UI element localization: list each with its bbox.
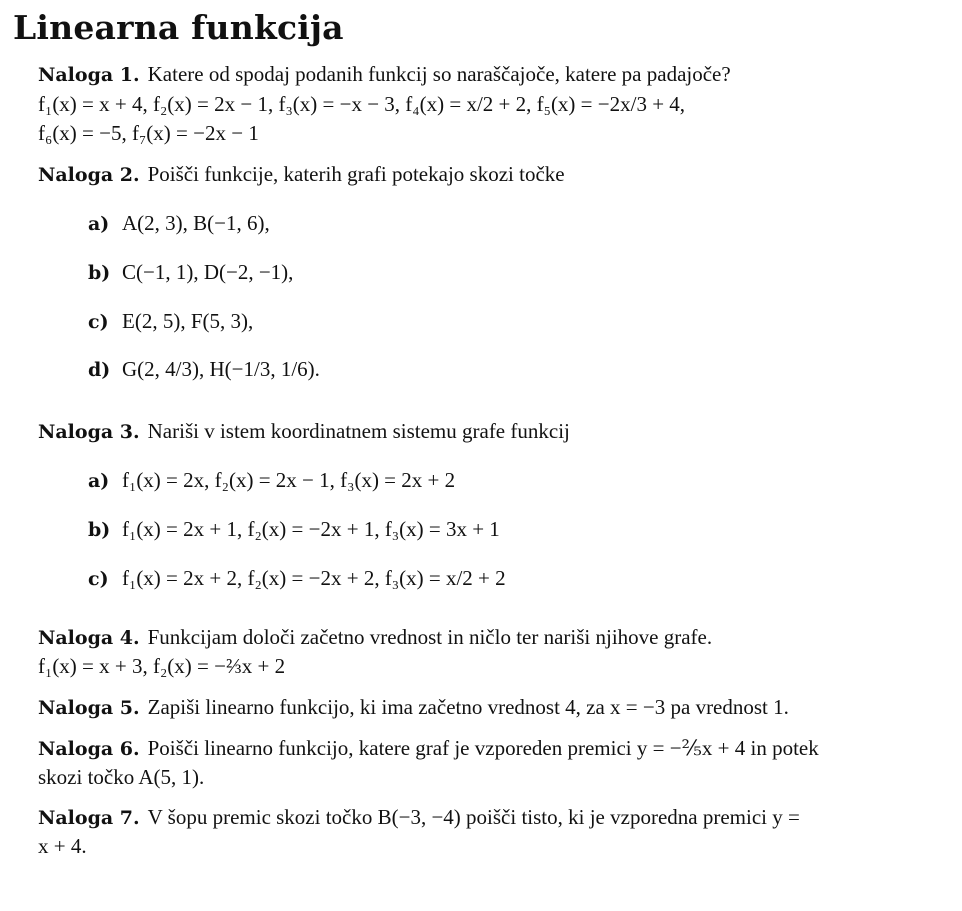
task-1-line: f₆(x) = −5, f₇(x) = −2x − 1 [38,121,259,145]
list-item [88,517,500,542]
item-label: b) [88,519,111,541]
list-item [88,357,320,382]
task-2-heading [38,162,565,187]
task-text: Katere od spodaj podanih funkcij so naraščajoče, katere pa padajoče? [147,62,731,86]
task-label: Naloga 3. [38,421,140,443]
task-1-line: f₁(x) = x + 4, f₂(x) = 2x − 1, f₃(x) = −x − 3, f₄(x) = x/2 + 2, f₅(x) = −2x/3 + 4, [38,92,686,116]
task-text: Zapiši linearno funkcijo, ki ima začetno vrednost 4, za x = −3 pa vrednost 1. [147,695,789,719]
task-label: Naloga 4. [38,627,140,649]
item-label: b) [88,262,111,284]
item-text: f₁(x) = 2x + 2, f₂(x) = −2x + 2, f₃(x) = x/2 + 2 [122,566,506,590]
item-label: d) [88,359,111,381]
task-7-heading [38,805,800,830]
item-label: a) [88,470,110,492]
task-7-line: x + 4. [38,834,87,858]
list-item [88,211,270,236]
list-item [88,309,253,334]
task-text: Poišči funkcije, katerih grafi potekajo skozi točke [147,162,565,186]
task-text: Nariši v istem koordinatnem sistemu grafe funkcij [147,419,570,443]
item-text: C(−1, 1), D(−2, −1), [122,260,294,284]
task-label: Naloga 2. [38,164,140,186]
task-label: Naloga 5. [38,697,140,719]
item-text: E(2, 5), F(5, 3), [122,309,254,333]
task-text: Funkcijam določi začetno vrednost in ničlo ter nariši njihove grafe. [147,625,713,649]
task-text: V šopu premic skozi točko B(−3, −4) poišči tisto, ki je vzporedna premici y = [147,805,800,829]
task-6-heading [38,736,819,761]
list-item [88,468,455,493]
task-4-heading [38,625,712,650]
task-text: Poišči linearno funkcijo, katere graf je vzporeden premici y = −⅖x + 4 in potek [147,736,819,760]
task-6-line: skozi točko A(5, 1). [38,765,205,789]
task-1-heading [38,62,731,87]
item-text: f₁(x) = 2x + 1, f₂(x) = −2x + 1, f₃(x) = 3x + 1 [122,517,500,541]
item-text: G(2, 4/3), H(−1/3, 1/6). [122,357,320,381]
task-3-heading [38,419,570,444]
item-label: c) [88,311,109,333]
task-4-line: f₁(x) = x + 3, f₂(x) = −⅔x + 2 [38,654,286,678]
task-5-heading [38,695,789,720]
page-title: Linearna funkcija [13,8,344,47]
list-item [88,566,506,591]
list-item [88,260,293,285]
item-label: c) [88,568,109,590]
task-label: Naloga 7. [38,807,140,829]
item-text: A(2, 3), B(−1, 6), [122,211,270,235]
task-label: Naloga 6. [38,738,140,760]
item-text: f₁(x) = 2x, f₂(x) = 2x − 1, f₃(x) = 2x + 2 [122,468,456,492]
task-label: Naloga 1. [38,64,140,86]
item-label: a) [88,213,110,235]
